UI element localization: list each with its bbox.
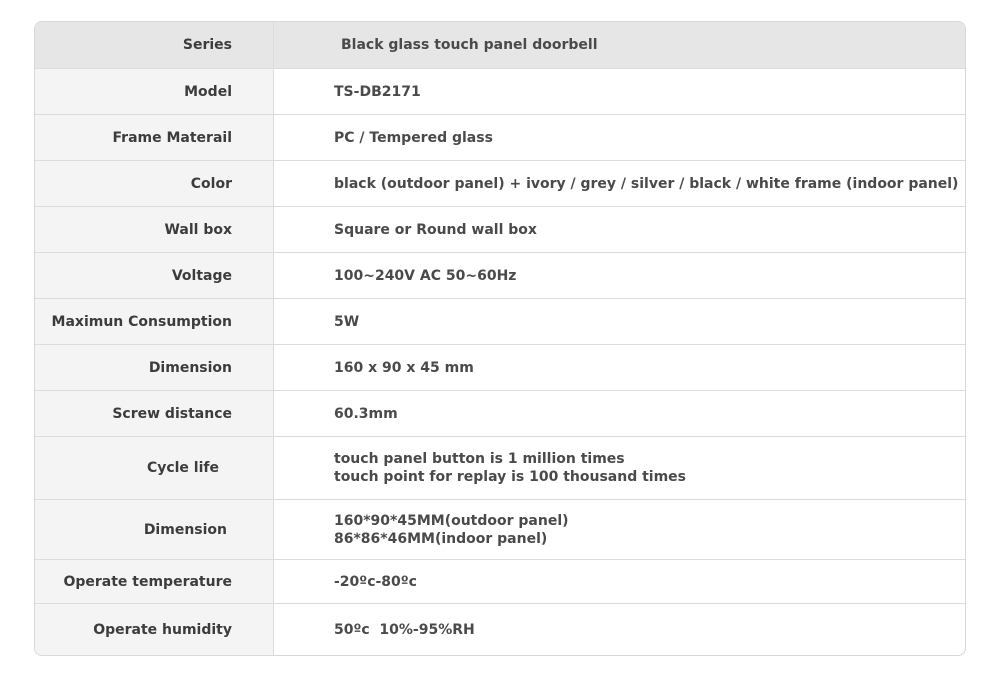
- spec-value-line: 86*86*46MM(indoor panel): [334, 530, 548, 547]
- spec-row-screw-distance: [35, 390, 965, 436]
- spec-row-panel-dimension: [35, 499, 965, 559]
- spec-value-line: TS-DB2171: [334, 83, 421, 100]
- spec-row-color: [35, 160, 965, 206]
- spec-value: [274, 69, 965, 114]
- spec-value: [274, 345, 965, 390]
- spec-value: [274, 437, 965, 499]
- spec-value-line: 60.3mm: [334, 405, 398, 422]
- spec-label: Maximun Consumption: [35, 299, 274, 344]
- spec-label: Screw distance: [35, 391, 274, 436]
- spec-label: Wall box: [35, 207, 274, 252]
- spec-value-line: 5W: [334, 313, 360, 330]
- spec-value: [274, 391, 965, 436]
- spec-label: Series: [35, 22, 274, 68]
- spec-value: [274, 115, 965, 160]
- spec-row-wall-box: [35, 206, 965, 252]
- spec-row-consumption: [35, 298, 965, 344]
- spec-value: [274, 604, 965, 655]
- spec-row-dimension: [35, 344, 965, 390]
- spec-value: [274, 560, 965, 603]
- spec-value: [274, 500, 965, 559]
- spec-value: [274, 253, 965, 298]
- spec-row-series: [35, 22, 965, 68]
- spec-row-model: [35, 68, 965, 114]
- spec-value-line: 160 x 90 x 45 mm: [334, 359, 474, 376]
- spec-label: Model: [35, 69, 274, 114]
- spec-value: [274, 161, 965, 206]
- spec-value-line: touch point for replay is 100 thousand times: [334, 469, 687, 485]
- spec-value: [274, 207, 965, 252]
- spec-value-line: touch panel button is 1 million times: [334, 451, 625, 467]
- spec-value-line: 160*90*45MM(outdoor panel): [334, 512, 569, 529]
- spec-label: Frame Materail: [35, 115, 274, 160]
- spec-label: Operate temperature: [35, 560, 274, 603]
- spec-label: Operate humidity: [35, 604, 274, 655]
- spec-value-line: 50ºc 10%-95%RH: [334, 621, 475, 638]
- spec-label: Color: [35, 161, 274, 206]
- spec-row-voltage: [35, 252, 965, 298]
- spec-row-frame-material: [35, 114, 965, 160]
- spec-value-line: PC / Tempered glass: [334, 129, 493, 146]
- spec-label: Dimension: [35, 345, 274, 390]
- spec-value-line: -20ºc-80ºc: [334, 573, 417, 590]
- spec-table: [34, 21, 966, 656]
- spec-label: Dimension: [35, 500, 274, 559]
- spec-value-line: 100~240V AC 50~60Hz: [334, 267, 517, 284]
- spec-label: Cycle life: [35, 437, 274, 499]
- spec-label: Voltage: [35, 253, 274, 298]
- spec-value: [274, 299, 965, 344]
- spec-value-line: black (outdoor panel) + ivory / grey / silver / black / white frame (indoor panel): [334, 175, 959, 192]
- spec-row-operate-humidity: [35, 603, 965, 655]
- spec-row-operate-temperature: [35, 559, 965, 603]
- spec-value: [274, 22, 965, 68]
- spec-value-line: Black glass touch panel doorbell: [341, 37, 598, 53]
- spec-value-line: Square or Round wall box: [334, 221, 537, 238]
- spec-row-cycle-life: [35, 436, 965, 499]
